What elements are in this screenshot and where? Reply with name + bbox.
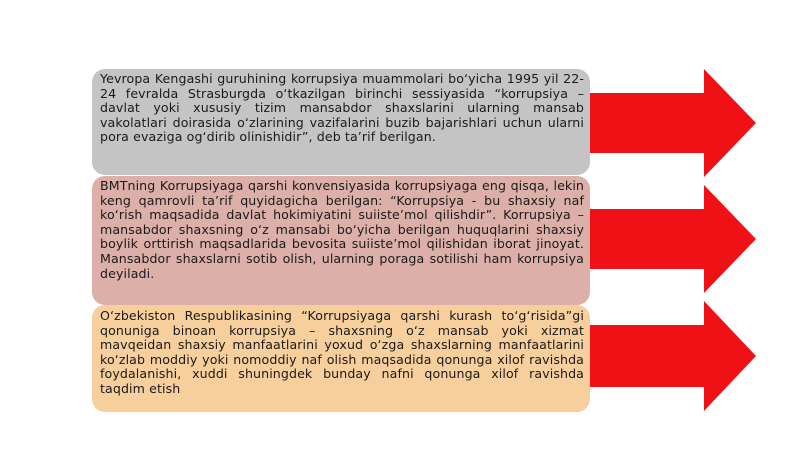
definition-box-uzbekistan-law: O‘zbekiston Respublikasining “Korrupsiyaga qarshi kurash to‘g‘risida”gi qonuniga binoan korrupsiya – shaxsning o‘z mansab yoki xizmat mavqeidan shaxsiy manfaatlarini yoxud o‘zga shaxslarning manfaatlarini ko‘zlab moddiy yoki nomoddiy naf olish maqsadida qonunga xilof ravishda foydalanishi, xuddi shuningdek bunday nafni qonunga xilof ravishda taqdim etish — [92, 305, 590, 412]
arrow-right-icon — [580, 185, 760, 295]
arrow-right-icon — [580, 69, 760, 179]
arrow-right-icon — [580, 301, 760, 413]
definition-box-council-of-europe: Yevropa Kengashi guruhining korrupsiya muammolari bo‘yicha 1995 yil 22-24 fevralda Strasburgda o‘tkazilgan birinchi sessiyasida “korrupsiya – davlat yoki xususiy tizim mansabdor shaxslarini ularning mansab vakolatlari doirasida o‘zlarining vazifalarini buzib bajarishlari uchun ularni pora evaziga og‘dirib olinishidir”, deb ta’rif berilgan. — [92, 69, 590, 175]
definition-box-un-convention: BMTning Korrupsiyaga qarshi konvensiyasida korrupsiyaga eng qisqa, lekin keng qamrovli ta’rif quyidagicha berilgan: “Korrupsiya - bu shaxsiy naf ko‘rish maqsadida davlat hokimiyatini suiiste’mol qilishdir”. Korrupsiya – mansabdor shaxsning o‘z mansabi bo‘yicha berilgan huquqlarini shaxsiy boylik orttirish maqsadlarida bevosita suiiste’mol qilishidan iborat jinoyat. Mansabdor shaxslarni sotib olish, ularning poraga sotilishi ham korrupsiya deyiladi. — [92, 176, 590, 305]
